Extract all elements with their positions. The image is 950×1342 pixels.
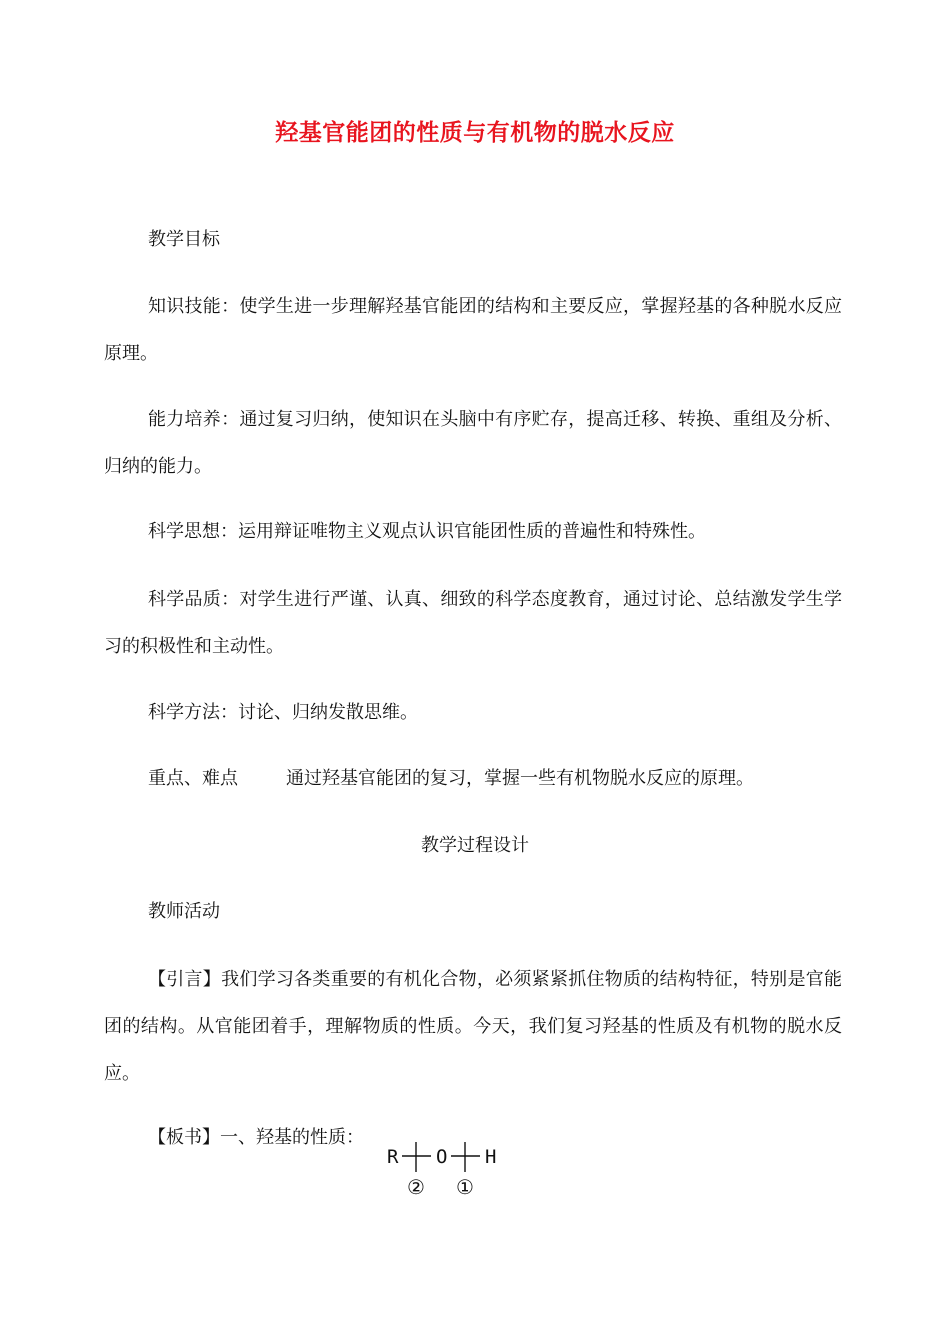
atom-o: O [436, 1146, 448, 1168]
paragraph-intro: 【引言】我们学习各类重要的有机化合物，必须紧紧抓住物质的结构特征，特别是官能团的结构。从官能团着手，理解物质的性质。今天，我们复习羟基的性质及有机物的脱水反应。 [104, 969, 842, 1084]
bond-label-1: ① [456, 1175, 474, 1199]
key-points-text: 通过羟基官能团的复习，掌握一些有机物脱水反应的原理。 [286, 768, 754, 789]
bond-label-2: ② [407, 1175, 425, 1199]
section-heading-goals: 教学目标 [148, 229, 220, 250]
section-heading-teacher: 教师活动 [148, 901, 220, 922]
paragraph-thought: 科学思想：运用辩证唯物主义观点认识官能团性质的普遍性和特殊性。 [148, 521, 706, 542]
paragraph-knowledge: 知识技能：使学生进一步理解羟基官能团的结构和主要反应，掌握羟基的各种脱水反应原理。 [104, 296, 842, 364]
section-heading-process: 教学过程设计 [421, 835, 529, 856]
hydroxyl-structure-diagram [384, 1138, 514, 1200]
atom-h: H [485, 1146, 497, 1168]
page-title: 羟基官能团的性质与有机物的脱水反应 [275, 120, 675, 146]
atom-r: R [387, 1146, 399, 1168]
paragraph-method: 科学方法：讨论、归纳发散思维。 [148, 702, 418, 723]
paragraph-key-points [104, 755, 842, 802]
key-points-label: 重点、难点 [148, 768, 238, 789]
paragraph-board: 【板书】一、羟基的性质： [148, 1127, 364, 1148]
paragraph-ability: 能力培养：通过复习归纳，使知识在头脑中有序贮存，提高迁移、转换、重组及分析、归纳的能力。 [104, 409, 842, 477]
paragraph-quality: 科学品质：对学生进行严谨、认真、细致的科学态度教育，通过讨论、总结激发学生学习的积极性和主动性。 [104, 589, 842, 657]
